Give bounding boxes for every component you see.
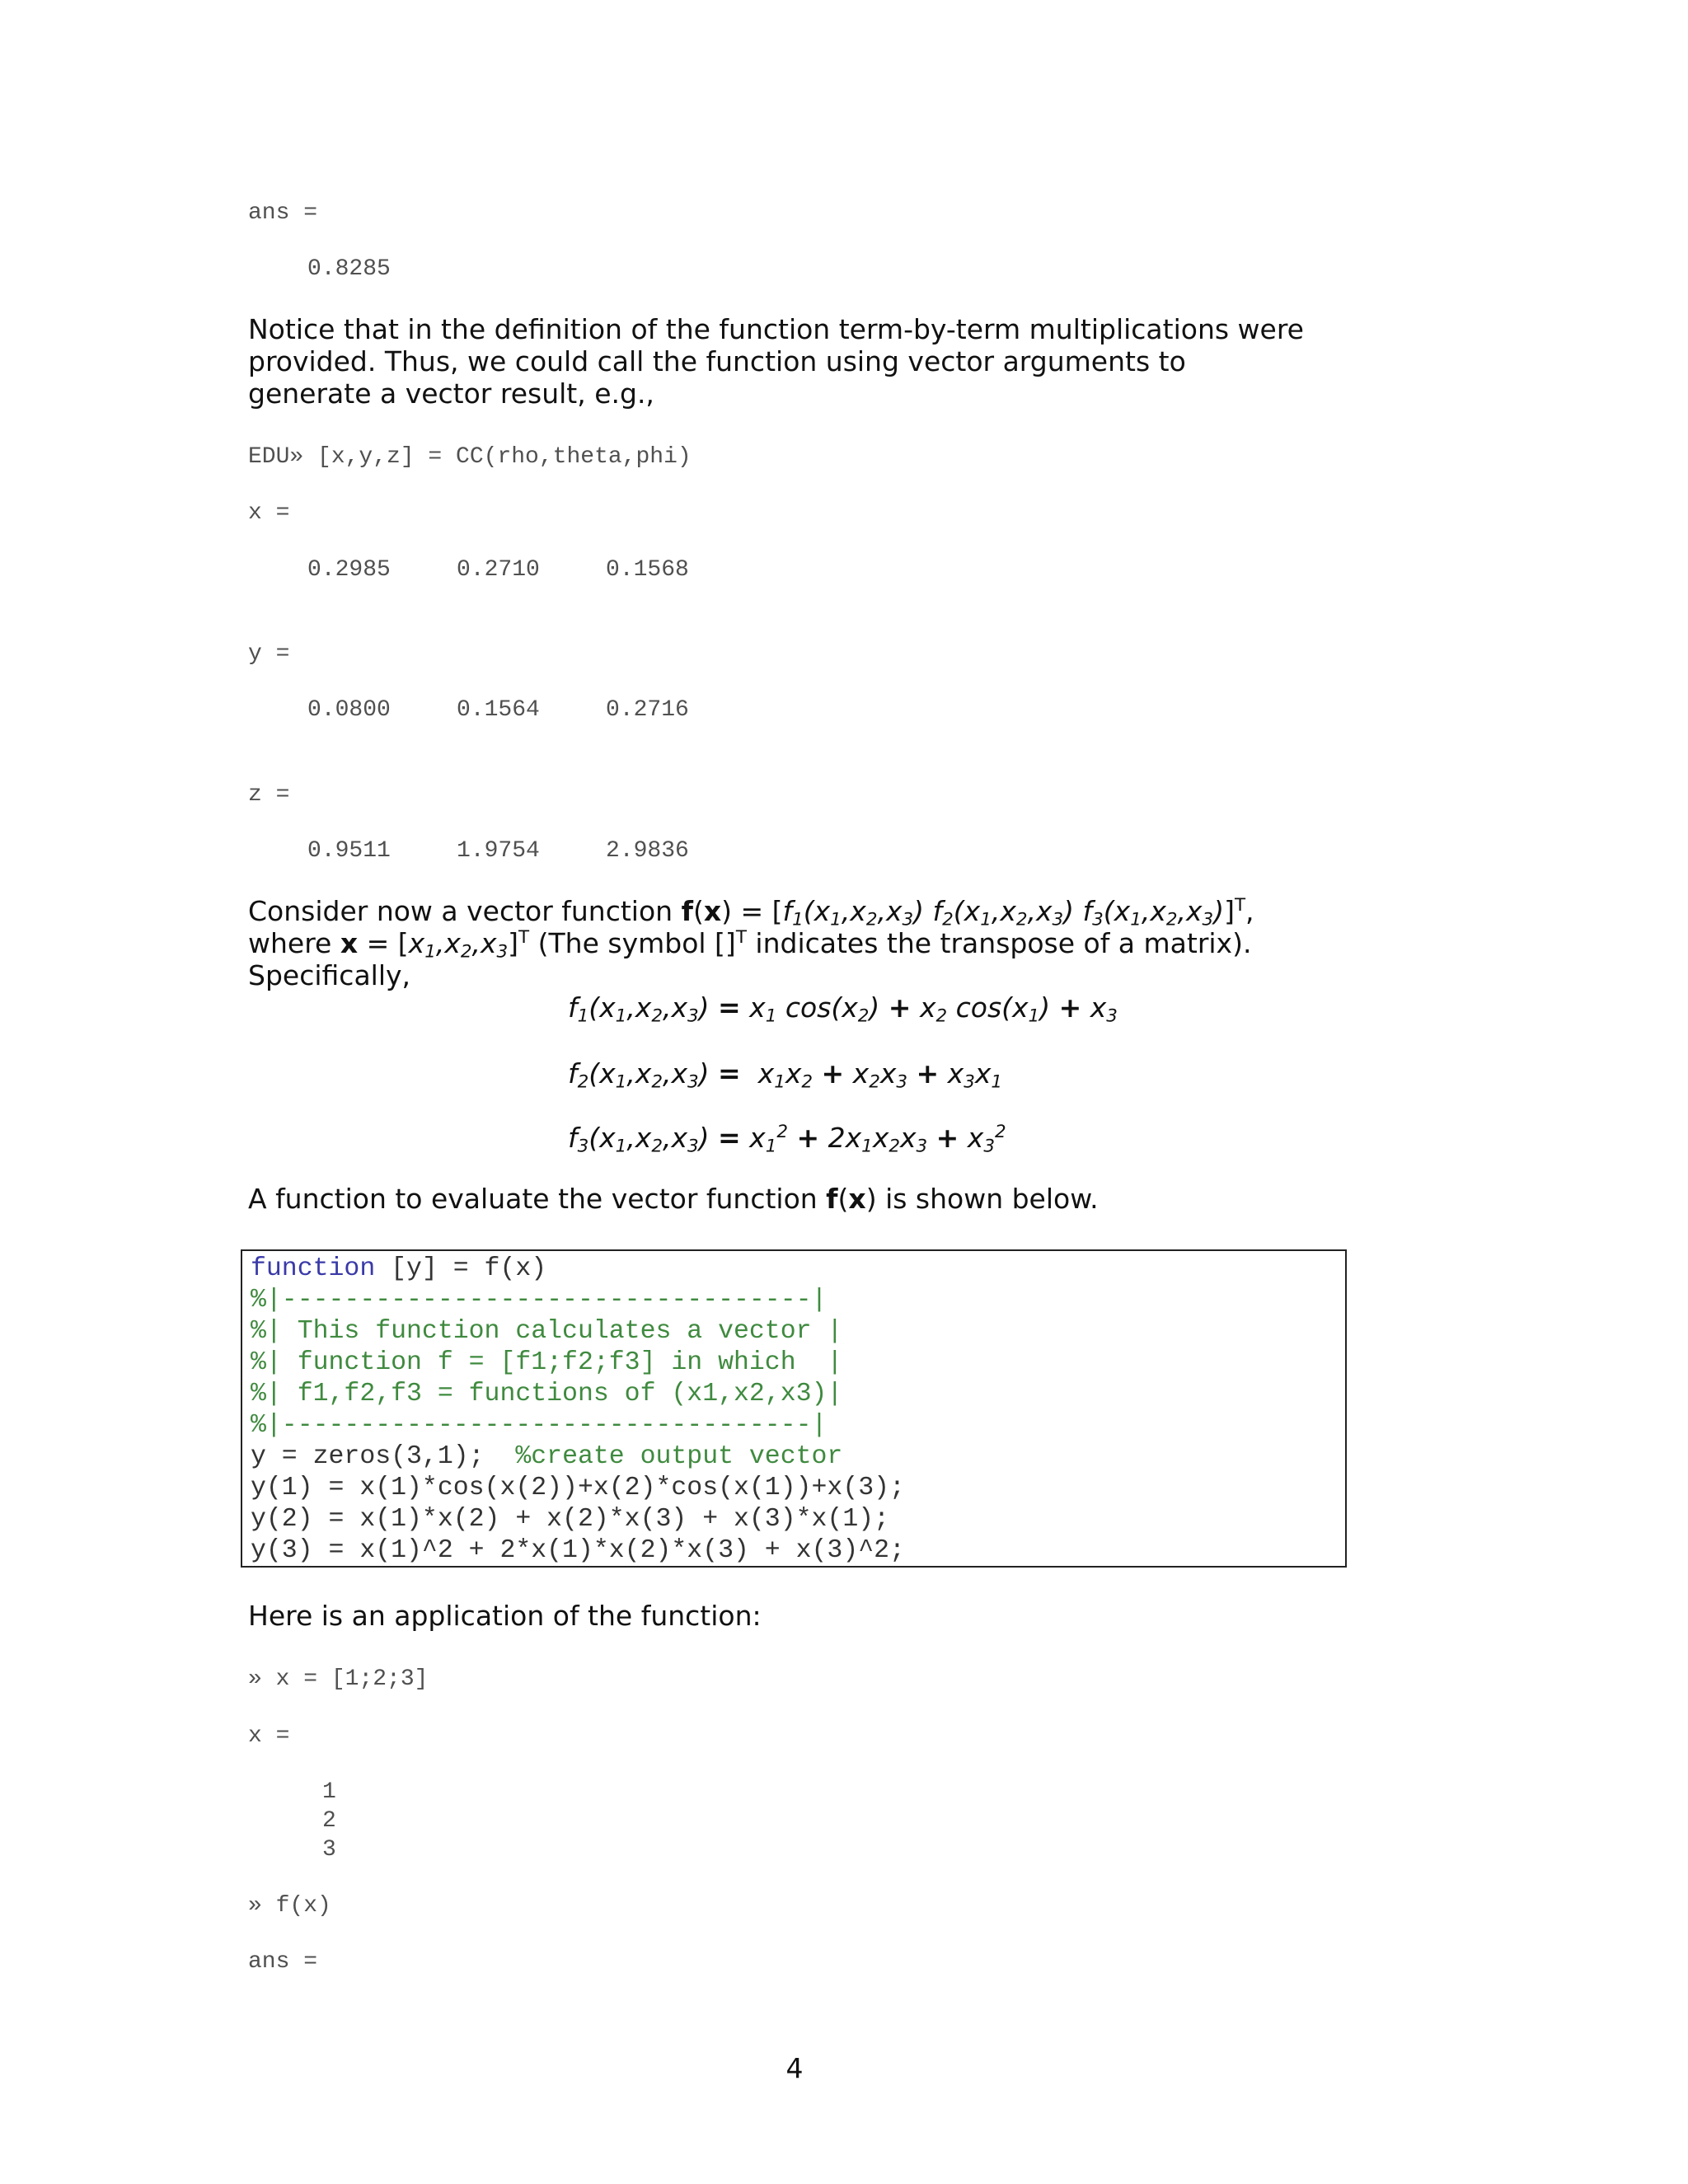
equation-f3: $f_3(x_1,x_2,x_3) = x_1^2 + 2x_1x_2x_3 + x_3^2$ (568, 1122, 1006, 1157)
para2-text-6: ] (508, 927, 519, 959)
output-y-label: y = (248, 641, 290, 667)
command-fx: » f(x) (248, 1893, 331, 1919)
ans-label-2: ans = (248, 1949, 318, 1975)
output-x-value-1: 0.2985 (307, 557, 391, 583)
para2-text-2: = [ (731, 895, 783, 927)
code-line-8: y(1) = x(1)*cos(x(2))+x(2)*cos(x(1))+x(3); (251, 1474, 905, 1502)
para2-text-4: , where (248, 895, 1254, 959)
code-listing (251, 1254, 905, 1567)
output-z-value-1: 0.9511 (307, 838, 391, 864)
para2-text-5: = [ (358, 927, 409, 959)
para2-text-3: ] (1224, 895, 1235, 927)
para2-text-1: Consider now a vector function (248, 895, 682, 927)
code-line-1 (251, 1254, 905, 1285)
x-value-3: 3 (322, 1837, 336, 1863)
paragraph-vector-arguments: Notice that in the definition of the function term-by-term multiplications were provided. Thus, we could call the function using vector arguments to generate a vector result, e.g., (248, 313, 1304, 410)
code-line-4: %| function f = [f1;f2;f3] in which | (251, 1348, 843, 1377)
paragraph-evaluate-function: A function to evaluate the vector function f(x) is shown below. (248, 1183, 1099, 1215)
paragraph-application: Here is an application of the function: (248, 1600, 762, 1632)
code-line-6: %|----------------------------------| (251, 1411, 828, 1440)
output-y-value-1: 0.0800 (307, 697, 391, 723)
code-line-2: %|----------------------------------| (251, 1286, 828, 1315)
x-value-1: 1 (322, 1779, 336, 1805)
command-x-assign: » x = [1;2;3] (248, 1666, 429, 1692)
output-z-label: z = (248, 782, 290, 808)
equation-f2: $f_2(x_1,x_2,x_3) = x_1x_2 + x_2x_3 + x_3x_1$ (568, 1057, 1003, 1093)
output-y-value-2: 0.1564 (457, 697, 540, 723)
para3-text-1: A function to evaluate the vector function (248, 1183, 827, 1215)
output-z-value-3: 2.9836 (606, 838, 689, 864)
ans-label: ans = (248, 200, 318, 226)
paragraph-vector-function: Consider now a vector function $f(x) = [f_1(x_1,x_2,x_3)$ $f_2(x_1,x_2,x_3)$ $f_3(x_1,x_2,x_3)]^T$, where $x = [x_1,x_2,x_3]^T$ (The symbol []$^T$ indicates the transpose of a matrix). Specifically, (248, 895, 1254, 991)
para3-f-bold: f (826, 1183, 838, 1215)
para2-x-bold: x (703, 895, 722, 927)
para3-x-bold: x (848, 1183, 866, 1215)
code-line-7 (251, 1441, 905, 1473)
para2-text-7: (The symbol [] (529, 927, 736, 959)
para3-text-2: is shown below. (876, 1183, 1099, 1215)
output-x-value-3: 0.1568 (606, 557, 689, 583)
output-x-value-2: 0.2710 (457, 557, 540, 583)
para2-text-8: indicates the transpose of a matrix). Specifically, (248, 927, 1252, 991)
x-label: x = (248, 1723, 290, 1749)
code-line-1-rest: [y] = f(x) (375, 1254, 547, 1283)
para2-transpose-1: T (1234, 895, 1246, 916)
ans-value: 0.8285 (307, 256, 391, 282)
code-line-5: %| f1,f2,f3 = functions of (x1,x2,x3)| (251, 1380, 843, 1408)
equation-f1: $f_1(x_1,x_2,x_3) = x_1$ $\cos(x_2) + x_2$ $\cos(x_1) + x_3$ (568, 991, 1118, 1027)
para2-transpose-3: T (735, 927, 747, 949)
code-keyword-function: function (251, 1254, 376, 1283)
para2-f-bold: f (681, 895, 693, 927)
code-line-3: %| This function calculates a vector | (251, 1317, 843, 1346)
code-line-9: y(2) = x(1)*x(2) + x(2)*x(3) + x(3)*x(1); (251, 1505, 890, 1534)
code-listing-box (241, 1249, 1347, 1568)
output-y-value-3: 0.2716 (606, 697, 689, 723)
output-x-label: x = (248, 500, 290, 526)
command-cc: EDU» [x,y,z] = CC(rho,theta,phi) (248, 444, 692, 470)
page-number: 4 (785, 2052, 804, 2084)
x-value-2: 2 (322, 1808, 336, 1834)
para2-x-bold-2: x (340, 927, 359, 959)
code-line-7-comment: %create output vector (515, 1442, 843, 1471)
output-z-value-2: 1.9754 (457, 838, 540, 864)
para2-transpose-2: T (518, 927, 530, 949)
code-line-7-code: y = zeros(3,1); (251, 1442, 516, 1471)
code-line-10: y(3) = x(1)^2 + 2*x(1)*x(2)*x(3) + x(3)^2; (251, 1536, 905, 1565)
